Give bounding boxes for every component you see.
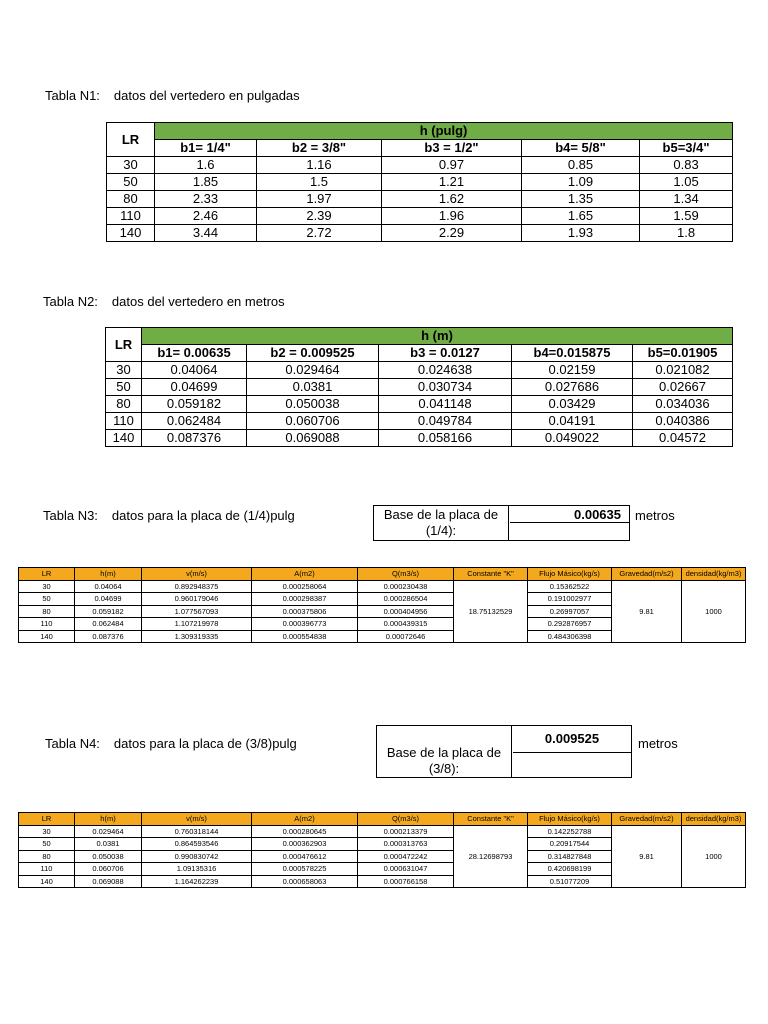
tabla2-cell-lr: 50 [106,379,142,396]
tabla1-cell-lr: 140 [107,225,155,242]
tabla3-cell: 0.000439315 [358,618,454,631]
tabla2-cell: 0.034036 [633,396,733,413]
tabla3-cell-flujo: 0.15362522 [528,580,612,593]
tabla4-cell: 0.000280645 [252,825,358,838]
tabla3-cell: 140 [19,630,75,643]
tabla2-cell: 0.04699 [142,379,247,396]
tabla4-cell: 0.029464 [75,825,142,838]
tabla2-cell-lr: 140 [106,430,142,447]
tabla2-cell: 0.0381 [247,379,379,396]
tabla4-base-box [376,725,632,778]
tabla3-cell: 1.309319335 [142,630,252,643]
tabla1-cell: 2.72 [257,225,382,242]
tabla2-cell-lr: 30 [106,362,142,379]
tabla2-cell: 0.03429 [512,396,633,413]
tabla2-col-header: b5=0.01905 [633,345,733,362]
tabla1-cell: 0.83 [640,157,733,174]
tabla3-caption [43,508,295,523]
tabla2-cell: 0.030734 [379,379,512,396]
tabla4-cell: 0.000658063 [252,875,358,888]
tabla1-row [107,174,733,191]
tabla4-cell: 80 [19,850,75,863]
tabla3-col-header: h(m) [75,568,142,581]
tabla1-cell: 1.21 [382,174,522,191]
tabla1-cell: 1.59 [640,208,733,225]
tabla4-col-header: Constante "K" [454,813,528,826]
tabla1-cell: 1.6 [155,157,257,174]
tabla2-cell: 0.049784 [379,413,512,430]
tabla3-cell: 0.000375806 [252,605,358,618]
tabla3-col-header: A(m2) [252,568,358,581]
tabla2-cell: 0.041148 [379,396,512,413]
tabla3-label: Tabla N3: [43,508,98,523]
tabla4-cell: 1.09135316 [142,863,252,876]
tabla3-cell: 0.000554838 [252,630,358,643]
tabla4-cell: 110 [19,863,75,876]
tabla2-cell: 0.04064 [142,362,247,379]
tabla4-col-header: v(m/s) [142,813,252,826]
tabla4-col-header: Gravedad(m/s2) [612,813,682,826]
tabla3-cell-flujo: 0.191002977 [528,593,612,606]
tabla4-cell: 30 [19,825,75,838]
tabla4-row [19,825,746,838]
tabla2-col-header: b3 = 0.0127 [379,345,512,362]
tabla2-col-header: b2 = 0.009525 [247,345,379,362]
tabla1-cell: 2.46 [155,208,257,225]
tabla3-cell: 1.077567093 [142,605,252,618]
tabla3-cell: 30 [19,580,75,593]
tabla1-row [107,208,733,225]
tabla1-table [106,122,733,242]
tabla1-cell: 1.65 [522,208,640,225]
tabla3-cell: 0.000258064 [252,580,358,593]
tabla4-base-value: 0.009525 [513,726,631,753]
tabla2-cell-lr: 110 [106,413,142,430]
tabla4-col-header: Q(m3/s) [358,813,454,826]
tabla2-caption [43,294,285,309]
tabla4-cell: 0.000362903 [252,838,358,851]
tabla4-cell: 0.069088 [75,875,142,888]
tabla3-col-header: Flujo Másico(kg/s) [528,568,612,581]
tabla1-cell: 1.09 [522,174,640,191]
tabla1-cell: 1.5 [257,174,382,191]
tabla1-cell: 1.93 [522,225,640,242]
tabla3-densidad: 1000 [682,580,746,643]
tabla3-col-header: v(m/s) [142,568,252,581]
tabla2-label: Tabla N2: [43,294,98,309]
tabla4-cell: 0.000766158 [358,875,454,888]
tabla2-cell: 0.040386 [633,413,733,430]
tabla4-cell: 0.000476612 [252,850,358,863]
tabla1-cell-lr: 110 [107,208,155,225]
tabla1-cell: 1.97 [257,191,382,208]
tabla2-cell-lr: 80 [106,396,142,413]
tabla4-cell: 0.0381 [75,838,142,851]
tabla1-cell: 1.35 [522,191,640,208]
tabla3-cell: 0.000230438 [358,580,454,593]
tabla2-cell: 0.060706 [247,413,379,430]
tabla2-cell: 0.087376 [142,430,247,447]
tabla3-constante-k: 18.75132529 [454,580,528,643]
tabla2-cell: 0.02159 [512,362,633,379]
tabla4-constante-k: 28.12698793 [454,825,528,888]
tabla3-cell: 0.087376 [75,630,142,643]
tabla1-cell: 0.97 [382,157,522,174]
tabla3-cell-flujo: 0.26997057 [528,605,612,618]
tabla4-col-header: A(m2) [252,813,358,826]
tabla1-cell: 1.05 [640,174,733,191]
tabla4-col-header: LR [19,813,75,826]
tabla4-cell: 0.000631047 [358,863,454,876]
tabla1-row [107,225,733,242]
tabla1-label: Tabla N1: [45,88,100,103]
tabla4-col-header: densidad(kg/m3) [682,813,746,826]
tabla4-cell: 50 [19,838,75,851]
tabla4-gravedad: 9.81 [612,825,682,888]
tabla2-cell: 0.050038 [247,396,379,413]
tabla1-cell: 1.34 [640,191,733,208]
tabla3-col-header: densidad(kg/m3) [682,568,746,581]
tabla2-row [106,362,733,379]
tabla1-row [107,191,733,208]
tabla1-row [107,157,733,174]
tabla2-row [106,379,733,396]
tabla3-cell: 0.04064 [75,580,142,593]
tabla3-cell: 80 [19,605,75,618]
tabla2-cell: 0.04191 [512,413,633,430]
tabla1-cell-lr: 50 [107,174,155,191]
tabla1-col-header: b5=3/4" [640,140,733,157]
tabla2-description: datos del vertedero en metros [111,294,285,309]
tabla3-gravedad: 9.81 [612,580,682,643]
tabla1-cell: 0.85 [522,157,640,174]
tabla3-cell: 0.059182 [75,605,142,618]
tabla4-label: Tabla N4: [45,736,100,751]
tabla1-cell: 2.33 [155,191,257,208]
tabla4-cell: 0.000578225 [252,863,358,876]
tabla4-cell: 1.164262239 [142,875,252,888]
tabla3-col-header: Gravedad(m/s2) [612,568,682,581]
tabla4-cell: 0.864593546 [142,838,252,851]
tabla2-cell: 0.058166 [379,430,512,447]
tabla1-cell: 1.85 [155,174,257,191]
tabla3-description: datos para la placa de (1/4)pulg [111,508,295,523]
tabla3-cell: 0.04699 [75,593,142,606]
tabla2-row [106,396,733,413]
tabla4-table [18,812,746,888]
tabla1-caption [45,88,300,103]
tabla2-cell: 0.024638 [379,362,512,379]
tabla3-cell: 0.062484 [75,618,142,631]
tabla3-cell: 0.892948375 [142,580,252,593]
tabla3-base-box [373,505,630,541]
tabla1-cell: 3.44 [155,225,257,242]
tabla3-cell: 110 [19,618,75,631]
tabla1-cell: 1.16 [257,157,382,174]
tabla1-cell: 2.39 [257,208,382,225]
tabla3-col-header: Constante "K" [454,568,528,581]
tabla2-cell: 0.069088 [247,430,379,447]
tabla1-cell: 1.96 [382,208,522,225]
tabla2-col-header: b1= 0.00635 [142,345,247,362]
tabla4-cell: 0.050038 [75,850,142,863]
tabla3-cell: 0.000404956 [358,605,454,618]
tabla2-row [106,430,733,447]
tabla4-base-unit: metros [638,736,678,751]
tabla4-cell-flujo: 0.420698199 [528,863,612,876]
tabla4-cell: 0.760318144 [142,825,252,838]
tabla3-cell: 0.000396773 [252,618,358,631]
tabla4-cell: 0.000472242 [358,850,454,863]
tabla1-col-header: b2 = 3/8" [257,140,382,157]
tabla2-cell: 0.049022 [512,430,633,447]
tabla4-cell-flujo: 0.314827848 [528,850,612,863]
tabla2-table [105,327,733,447]
tabla3-base-value: 0.00635 [510,506,629,523]
tabla4-cell-flujo: 0.142252788 [528,825,612,838]
tabla1-col-header: b4= 5/8" [522,140,640,157]
tabla3-cell: 0.960179046 [142,593,252,606]
tabla1-group-header: h (pulg) [155,123,733,140]
tabla3-cell-flujo: 0.292876957 [528,618,612,631]
tabla4-cell-flujo: 0.20917544 [528,838,612,851]
tabla1-description: datos del vertedero en pulgadas [113,88,300,103]
tabla4-cell-flujo: 0.51077209 [528,875,612,888]
tabla3-cell: 1.107219978 [142,618,252,631]
tabla4-col-header: h(m) [75,813,142,826]
tabla2-group-header: h (m) [142,328,733,345]
tabla3-table [18,567,746,643]
tabla4-densidad: 1000 [682,825,746,888]
tabla3-base-unit: metros [635,508,675,523]
tabla1-cell: 2.29 [382,225,522,242]
tabla1-col-header: b1= 1/4" [155,140,257,157]
tabla3-cell: 0.000286504 [358,593,454,606]
tabla4-col-header: Flujo Másico(kg/s) [528,813,612,826]
tabla4-cell: 0.000313763 [358,838,454,851]
tabla4-cell: 0.000213379 [358,825,454,838]
tabla1-cell: 1.8 [640,225,733,242]
tabla2-cell: 0.059182 [142,396,247,413]
tabla3-col-header: Q(m3/s) [358,568,454,581]
tabla2-lr-header: LR [106,328,142,362]
tabla3-cell: 0.00072646 [358,630,454,643]
tabla2-cell: 0.021082 [633,362,733,379]
tabla1-cell: 1.62 [382,191,522,208]
tabla2-col-header: b4=0.015875 [512,345,633,362]
tabla4-cell: 0.990830742 [142,850,252,863]
tabla4-cell: 140 [19,875,75,888]
tabla3-base-label: Base de la placa de (1/4): [374,506,509,540]
tabla2-row [106,413,733,430]
tabla4-caption [45,736,297,751]
tabla3-cell-flujo: 0.484306398 [528,630,612,643]
tabla1-lr-header: LR [107,123,155,157]
tabla4-description: datos para la placa de (3/8)pulg [113,736,297,751]
tabla1-cell-lr: 80 [107,191,155,208]
tabla2-cell: 0.027686 [512,379,633,396]
tabla4-base-label: Base de la placa de (3/8): [377,726,512,777]
tabla2-cell: 0.029464 [247,362,379,379]
tabla4-cell: 0.060706 [75,863,142,876]
tabla3-row [19,580,746,593]
tabla3-col-header: LR [19,568,75,581]
tabla3-cell: 50 [19,593,75,606]
tabla2-cell: 0.04572 [633,430,733,447]
tabla3-cell: 0.000298387 [252,593,358,606]
tabla2-cell: 0.02667 [633,379,733,396]
tabla2-cell: 0.062484 [142,413,247,430]
tabla1-cell-lr: 30 [107,157,155,174]
tabla1-col-header: b3 = 1/2" [382,140,522,157]
